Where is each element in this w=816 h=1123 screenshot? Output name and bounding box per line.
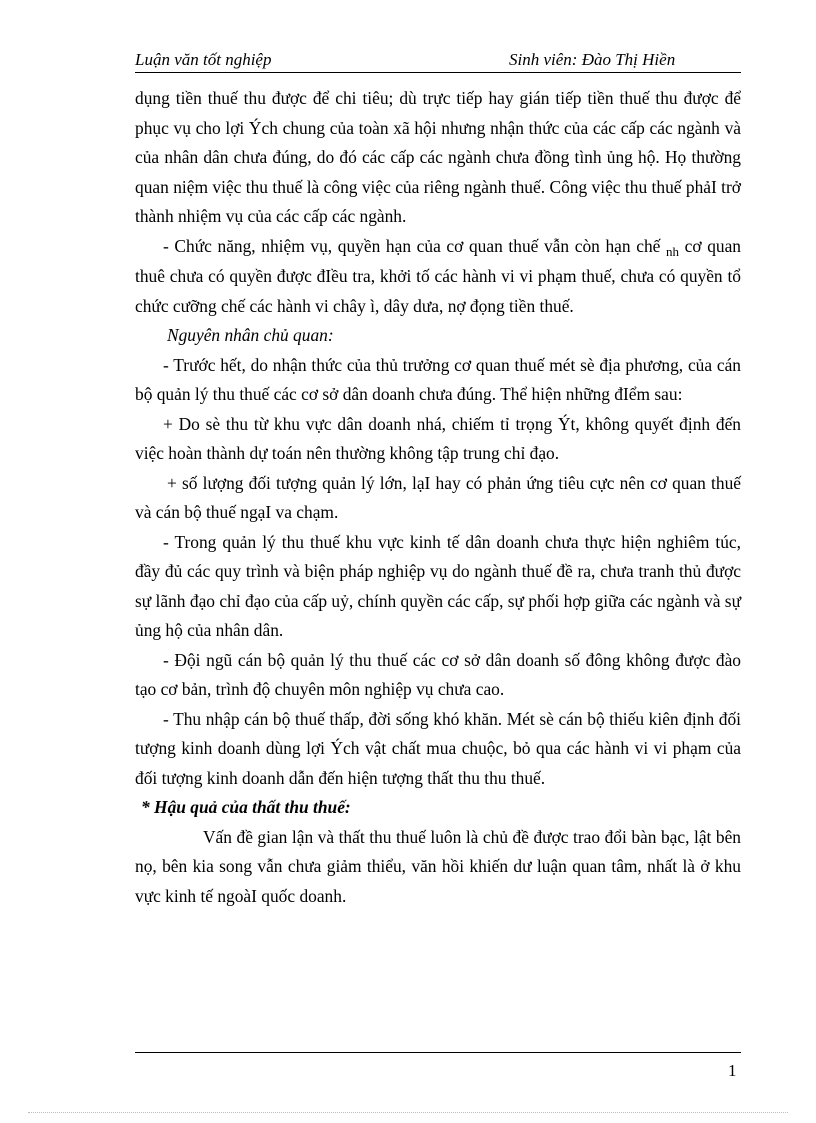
- page-edge-dotted-line: [28, 1112, 788, 1113]
- paragraph-2: [135, 232, 741, 322]
- paragraph-5: + Do sè thu từ khu vực dân doanh nhá, chiếm tỉ trọng Ýt, không quyết định đến việc hoàn thành dự toán nên thường không tập trung chỉ đạo.: [135, 413, 741, 463]
- page-number: 1: [728, 1061, 737, 1080]
- paragraph-4: - Trước hết, do nhận thức của thủ trưởng cơ quan thuế mét sè địa phương, của cán bộ quản lý thu thuế các cơ sở dân doanh chưa đúng. Thể hiện những đIểm sau:: [135, 354, 741, 404]
- paragraph-2-rest: cơ quan thuê chưa có quyền được đIều tra, khởi tố các hành vi vi phạm thuế, chưa có quyền tổ chức cưỡng chế các hành vi chây ì, dây dưa, nợ đọng tiền thuế.: [135, 235, 741, 316]
- paragraph-6: + số lượng đối tượng quản lý lớn, lạI hay có phản ứng tiêu cực nên cơ quan thuế và cán bộ thuế ngạI va chạm.: [135, 472, 741, 522]
- paragraph-11: Vấn đề gian lận và thất thu thuế luôn là chủ đề được trao đổi bàn bạc, lật bên nọ, bên kia song vẫn chưa giảm thiểu, văn hồi khiến dư luận quan tâm, nhất là ở khu vực kinh tế ngoàI quốc doanh.: [135, 826, 741, 906]
- document-body: [135, 84, 741, 911]
- footer-divider: [135, 1052, 741, 1053]
- paragraph-9: - Thu nhập cán bộ thuế thấp, đời sống khó khăn. Mét sè cán bộ thiếu kiên định đối tượng kinh doanh dùng lợi Ých vật chất mua chuộc, bỏ qua các hành vi vi phạm của đối tượng kinh doanh dẫn đến hiện tượng thất thu thu thuế.: [135, 708, 741, 788]
- page-header: [135, 48, 741, 73]
- subheading-subjective-causes: Nguyên nhân chủ quan:: [167, 325, 334, 345]
- header-student-name: Sinh viên: Đào Thị Hiền: [509, 50, 676, 69]
- paragraph-8: - Đội ngũ cán bộ quản lý thu thuế các cơ sở dân doanh số đông không được đào tạo cơ bản, trình độ chuyên môn nghiệp vụ chưa cao.: [135, 649, 741, 699]
- section-heading-consequences: * Hậu quả của thất thu thuế:: [141, 797, 351, 817]
- paragraph-2-fragment: nh: [666, 243, 679, 259]
- header-thesis-title: Luận văn tốt nghiệp: [135, 50, 272, 69]
- paragraph-7: - Trong quản lý thu thuế khu vực kinh tế dân doanh chưa thực hiện nghiêm túc, đầy đủ các quy trình và biện pháp nghiệp vụ do ngành thuế đề ra, chưa tranh thủ được sự lãnh đạo chỉ đạo của cấp uỷ, chính quyền các cấp, sự phối hợp giữa các ngành và sự ủng hộ của nhân dân.: [135, 531, 741, 640]
- paragraph-1: dụng tiền thuế thu được để chi tiêu; dù trực tiếp hay gián tiếp tiền thuế thu được để phục vụ cho lợi Ých chung của toàn xã hội nhưng nhận thức của các cấp các ngành và của nhân dân chưa đúng, do đó các cấp các ngành chưa đồng tình ủng hộ. Họ thường quan niệm việc thu thuế là công việc của riêng ngành thuế. Công việc thu thuế phảI trở thành nhiệm vụ của các cấp các ngành.: [135, 88, 741, 226]
- paragraph-2-text: - Chức năng, nhiệm vụ, quyền hạn của cơ quan thuế vẫn còn hạn chế: [163, 235, 666, 256]
